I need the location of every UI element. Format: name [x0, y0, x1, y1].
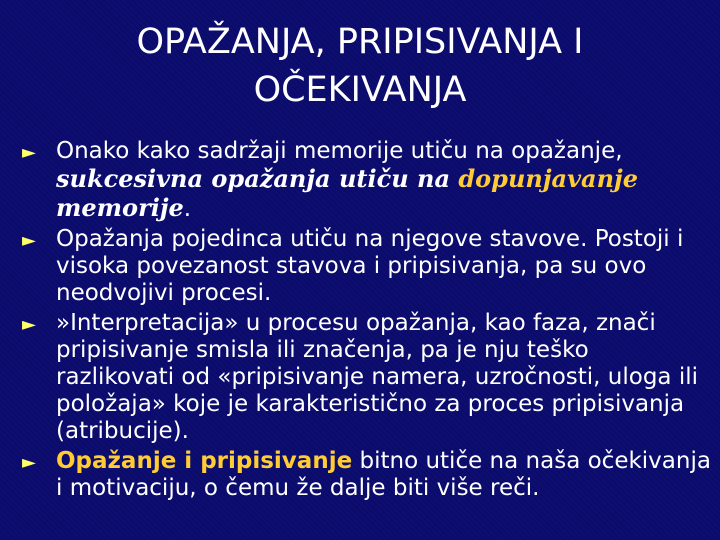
- paragraph-4-text: bitno utiče na naša očekivanja i motivaciju, o čemu že dalje biti više reči.: [56, 448, 711, 501]
- triangle-right-icon: ►: [22, 142, 36, 163]
- triangle-right-icon: ►: [22, 314, 36, 335]
- title-line-1: OPAŽANJA, PRIPISIVANJA I: [136, 22, 584, 62]
- paragraph-3-text: »Interpretacija» u procesu opažanja, kao faza, znači pripisivanje smisla ili značenja, pa je nju teško razlikovati od «pripisivanje namera, uzročnosti, uloga ili položaja» koje je karakteristično za proces pripisivanja (atribucije).: [56, 310, 698, 444]
- paragraph-1-emphasis: sukcesivna opažanja utiču na: [56, 164, 459, 193]
- paragraph-2-text: Opažanja pojedinca utiču na njegove stavove. Postoji i visoka povezanost stavova i pripisivanja, pa su ovo neodvojivi procesi.: [56, 226, 684, 306]
- bullet-paragraph-3: [22, 310, 712, 445]
- slide-body: [22, 138, 712, 505]
- paragraph-1-emphasis-2: memorije: [56, 193, 184, 222]
- paragraph-1-text: Onako kako sadržaji memorije utiču na opažanje,: [56, 138, 623, 164]
- bullet-paragraph-1: [22, 138, 712, 223]
- paragraph-1-highlight: dopunjavanje: [458, 164, 638, 193]
- paragraph-4-highlight: Opažanje i pripisivanje: [56, 448, 353, 474]
- triangle-right-icon: ►: [22, 230, 36, 251]
- paragraph-1-tail: .: [183, 196, 192, 222]
- title-line-2: OČEKIVANJA: [253, 70, 467, 110]
- bullet-paragraph-4: [22, 448, 712, 502]
- triangle-right-icon: ►: [22, 452, 36, 473]
- bullet-paragraph-2: [22, 226, 712, 307]
- slide-title: [40, 18, 680, 114]
